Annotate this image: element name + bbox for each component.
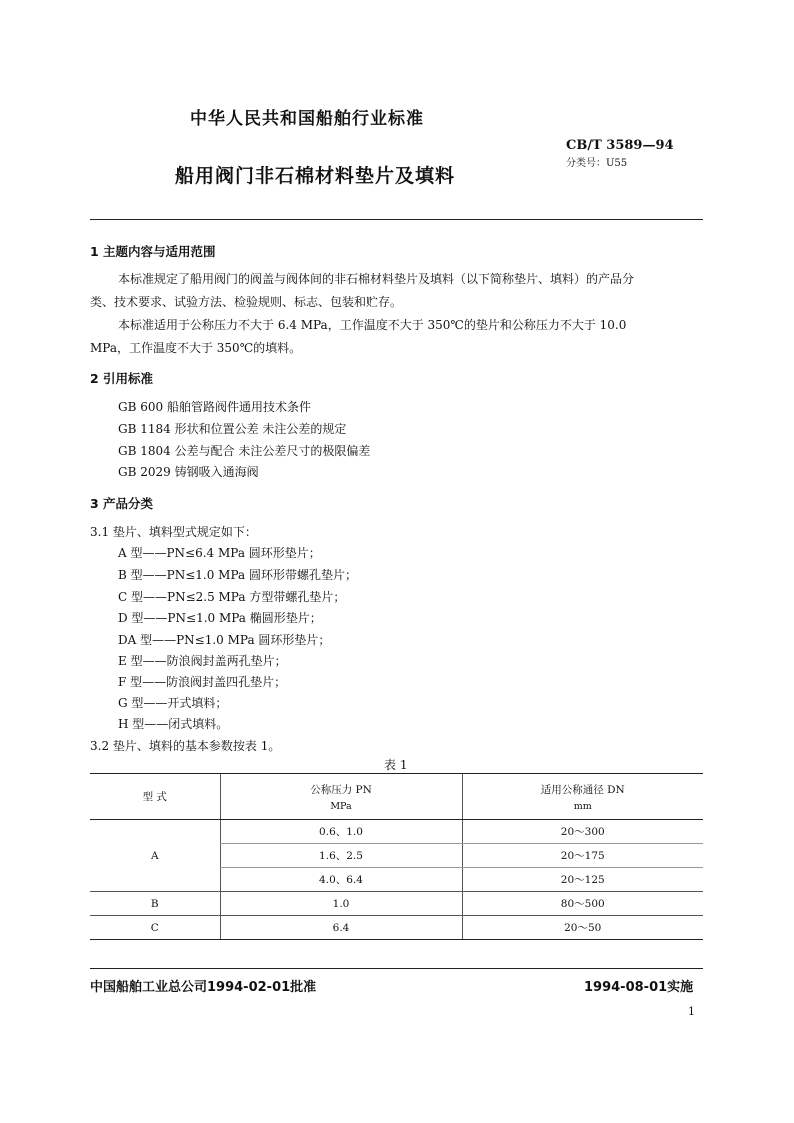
table-row: [90, 892, 703, 916]
cell-pressure: 0.6、1.0: [220, 820, 462, 844]
cell-diameter: 20～175: [462, 844, 703, 868]
cell-type: A: [90, 820, 220, 892]
cell-pressure: 6.4: [220, 916, 462, 940]
type-d: D 型——PN≤1.0 MPa 椭圆形垫片；: [118, 611, 322, 625]
section-2-heading: 2 引用标准: [90, 371, 154, 386]
cell-type: B: [90, 892, 220, 916]
table-1-header-row: [90, 774, 703, 820]
header-nominal-pressure-unit: MPa: [330, 800, 352, 812]
page-number: 1: [688, 1005, 695, 1018]
reference-gb600: GB 600 船舶管路阀件通用技术条件: [118, 400, 311, 414]
header-nominal-diameter-label: 适用公称通径 DN: [540, 783, 625, 796]
header-type-label: 型 式: [142, 791, 167, 803]
cell-diameter: 20～300: [462, 820, 703, 844]
section-1-paragraph-2-line-1: 本标准适用于公称压力不大于 6.4 MPa，工作温度不大于 350℃的垫片和公称压力不大于 10.0: [118, 318, 627, 332]
issuing-organization: 中华人民共和国船舶行业标准: [190, 109, 424, 129]
cell-type: C: [90, 916, 220, 940]
reference-gb2029: GB 2029 铸钢吸入通海阀: [118, 465, 259, 479]
section-3-heading: 3 产品分类: [90, 496, 154, 511]
header-nominal-diameter-unit: mm: [573, 800, 592, 812]
table-1-caption: 表 1: [384, 758, 408, 772]
header-nominal-pressure: [220, 774, 462, 820]
type-a: A 型——PN≤6.4 MPa 圆环形垫片；: [118, 546, 321, 560]
section-1-paragraph-1-line-1: 本标准规定了船用阀门的阀盖与阀体间的非石棉材料垫片及填料（以下简称垫片、填料）的产品分: [118, 272, 635, 286]
clause-3-1: 3.1 垫片、填料型式规定如下：: [90, 525, 257, 539]
cell-pressure: 1.6、2.5: [220, 844, 462, 868]
section-1-heading: 1 主题内容与适用范围: [90, 244, 216, 259]
type-h: H 型——闭式填料。: [118, 717, 229, 731]
type-c: C 型——PN≤2.5 MPa 方型带螺孔垫片；: [118, 590, 346, 604]
cell-pressure: 4.0、6.4: [220, 868, 462, 892]
cell-diameter: 20～50: [462, 916, 703, 940]
reference-gb1184: GB 1184 形状和位置公差 未注公差的规定: [118, 422, 347, 436]
header-nominal-diameter: [462, 774, 703, 820]
classification-number: 分类号：U55: [566, 158, 628, 169]
header-nominal-pressure-label: 公称压力 PN: [310, 783, 372, 796]
standard-code: CB/T 3589—94: [566, 138, 674, 153]
cell-diameter: 20～125: [462, 868, 703, 892]
cell-diameter: 80～500: [462, 892, 703, 916]
header-rule: [90, 219, 703, 220]
header-type: [90, 774, 220, 820]
effective-date-statement: 1994-08-01实施: [584, 980, 694, 995]
type-g: G 型——开式填料；: [118, 696, 228, 710]
section-1-paragraph-1-line-2: 类、技术要求、试验方法、检验规则、标志、包装和贮存。: [90, 295, 403, 309]
reference-gb1804: GB 1804 公差与配合 未注公差尺寸的极限偏差: [118, 444, 371, 458]
table-row: [90, 916, 703, 940]
type-da: DA 型——PN≤1.0 MPa 圆环形垫片；: [118, 633, 331, 647]
document-title: 船用阀门非石棉材料垫片及填料: [175, 165, 456, 187]
table-1: [90, 773, 703, 940]
clause-3-2: 3.2 垫片、填料的基本参数按表 1。: [90, 739, 281, 753]
cell-pressure: 1.0: [220, 892, 462, 916]
type-f: F 型——防浪阀封盖四孔垫片；: [118, 675, 287, 689]
table-row: [90, 820, 703, 844]
type-b: B 型——PN≤1.0 MPa 圆环形带螺孔垫片；: [118, 568, 357, 582]
approval-statement: 中国船舶工业总公司1994-02-01批准: [90, 980, 317, 995]
section-1-paragraph-2-line-2: MPa，工作温度不大于 350℃的填料。: [90, 341, 302, 355]
type-e: E 型——防浪阀封盖两孔垫片；: [118, 654, 287, 668]
footer-rule: [90, 968, 703, 969]
